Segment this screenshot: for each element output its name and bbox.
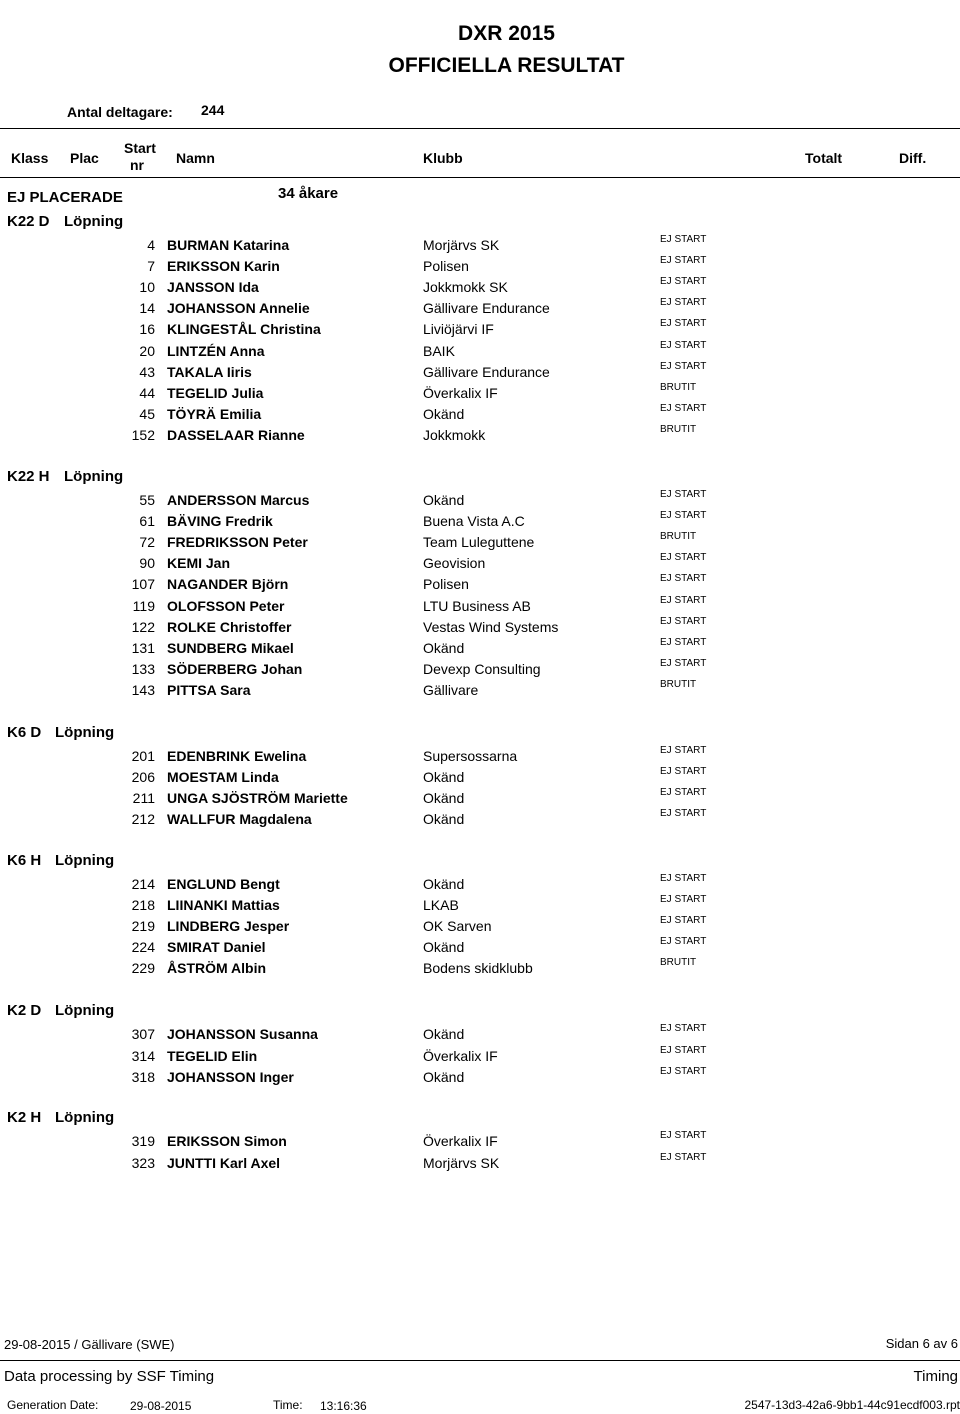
- status-badge: EJ START: [660, 360, 707, 372]
- footer-time-label: Time:: [273, 1398, 303, 1412]
- start-number: 107: [131, 576, 155, 593]
- athlete-name: ANDERSSON Marcus: [167, 492, 310, 508]
- athlete-name: DASSELAAR Rianne: [167, 426, 305, 443]
- result-row: [0, 936, 960, 960]
- start-number: 219: [131, 918, 155, 935]
- result-row: [0, 808, 960, 832]
- club-name: Okänd: [423, 790, 465, 807]
- section-class-label: K6 H: [7, 852, 42, 869]
- section-class-label: K6 D: [7, 724, 42, 741]
- header-bottom-rule: [0, 177, 960, 178]
- footer-page: Sidan 6 av 6: [885, 1336, 958, 1351]
- athlete-name: TAKALA Iiris: [167, 363, 252, 380]
- footer-file: [730, 1398, 960, 1412]
- status-badge: EJ START: [660, 339, 707, 351]
- result-row: [0, 339, 960, 364]
- athlete-name: NAGANDER Björn: [167, 576, 289, 593]
- club-name: Okänd: [423, 1069, 465, 1085]
- athlete-name: WALLFUR Magdalena: [167, 811, 312, 828]
- result-row: [0, 745, 960, 769]
- athlete-name: LIINANKI Mattias: [167, 897, 280, 914]
- result-row: [0, 402, 960, 427]
- start-number: 14: [139, 300, 155, 317]
- athlete-name: FREDRIKSSON Peter: [167, 534, 308, 551]
- start-number: 206: [131, 769, 155, 786]
- start-number: 119: [132, 597, 155, 614]
- section-discipline-label: Löpning: [64, 213, 124, 230]
- participants-count: 244: [201, 102, 225, 118]
- result-row: [0, 318, 960, 342]
- club-name: Jokkmokk: [423, 426, 486, 443]
- club-name: Okänd: [423, 811, 465, 828]
- status-badge: EJ START: [660, 510, 707, 522]
- status-badge: EJ START: [660, 234, 707, 245]
- col-klubb: Klubb: [423, 150, 463, 166]
- status-badge: EJ START: [660, 1130, 707, 1141]
- status-badge: BRUTIT: [660, 423, 697, 435]
- status-badge: EJ START: [660, 489, 707, 500]
- status-badge: EJ START: [660, 402, 707, 414]
- result-row: [0, 657, 960, 682]
- athlete-name: BÄVING Fredrik: [167, 513, 273, 530]
- club-name: Gällivare Endurance: [423, 363, 550, 380]
- result-row: [0, 894, 960, 918]
- start-number: 45: [139, 405, 155, 422]
- result-row: [0, 255, 960, 279]
- status-badge: EJ START: [660, 276, 707, 288]
- club-name: Supersossarna: [423, 748, 518, 764]
- athlete-name: KEMI Jan: [167, 555, 231, 572]
- club-name: Morjärvs SK: [423, 237, 500, 253]
- athlete-name: ÅSTRÖM Albin: [167, 960, 267, 977]
- result-row: [0, 510, 960, 534]
- col-totalt: Totalt: [805, 150, 843, 166]
- start-number: 4: [147, 237, 155, 253]
- status-badge: EJ START: [660, 594, 707, 606]
- status-badge: EJ START: [660, 297, 707, 309]
- club-name: Okänd: [423, 492, 465, 508]
- club-name: Okänd: [423, 769, 465, 786]
- section-discipline-label: Löpning: [55, 852, 115, 869]
- footer-time-value: 13:16:36: [320, 1399, 367, 1413]
- start-number: 229: [131, 960, 155, 977]
- athlete-name: KLINGESTÅL Christina: [167, 321, 321, 338]
- status-badge: EJ START: [660, 573, 707, 585]
- club-name: Geovision: [423, 555, 486, 572]
- footer-rule: [0, 1360, 960, 1361]
- athlete-name: TEGELID Julia: [167, 384, 264, 401]
- header-top-rule: [0, 128, 960, 129]
- club-name: Gällivare Endurance: [423, 300, 550, 317]
- status-badge: EJ START: [660, 255, 707, 267]
- club-name: LKAB: [423, 897, 459, 914]
- status-badge: EJ START: [660, 1044, 707, 1056]
- athlete-name: ERIKSSON Simon: [167, 1133, 287, 1149]
- start-number: 218: [131, 897, 155, 914]
- club-name: Buena Vista A.C: [423, 513, 525, 530]
- athlete-name: JUNTTI Karl Axel: [167, 1154, 281, 1171]
- club-name: Okänd: [423, 405, 465, 422]
- status-badge: EJ START: [660, 1023, 707, 1034]
- result-row: [0, 1023, 960, 1047]
- result-row: [0, 766, 960, 790]
- result-row: [0, 552, 960, 576]
- club-name: Vestas Wind Systems: [423, 618, 559, 635]
- result-row: [0, 636, 960, 661]
- status-badge: EJ START: [660, 1066, 707, 1077]
- section-class-label: K2 H: [7, 1109, 42, 1126]
- section-class-label: K22 H: [7, 468, 50, 485]
- start-number: 20: [139, 342, 155, 359]
- status-badge: EJ START: [660, 787, 707, 799]
- footer-gen-date: 29-08-2015: [130, 1399, 192, 1413]
- athlete-name: PITTSA Sara: [167, 681, 251, 698]
- athlete-name: JANSSON Ida: [167, 279, 259, 296]
- unplaced-label: EJ PLACERADE: [7, 189, 123, 206]
- club-name: Bodens skidklubb: [423, 960, 533, 977]
- result-row: [0, 615, 960, 640]
- status-badge: EJ START: [660, 915, 707, 927]
- start-number: 319: [131, 1133, 155, 1149]
- participants-label: Antal deltagare:: [67, 104, 173, 120]
- start-number: 16: [139, 321, 155, 338]
- result-row: [0, 1151, 960, 1176]
- start-number: 224: [131, 939, 155, 956]
- start-number: 212: [131, 811, 155, 828]
- athlete-name: JOHANSSON Inger: [167, 1069, 294, 1085]
- footer-file-text: 2547-13d3-42a6-9bb1-44c91ecdf003.rpt: [744, 1398, 960, 1412]
- start-number: 314: [131, 1047, 155, 1064]
- club-name: Överkalix IF: [423, 1047, 498, 1064]
- status-badge: EJ START: [660, 318, 707, 330]
- col-start: Start: [124, 140, 156, 156]
- start-number: 61: [139, 513, 155, 530]
- club-name: Devexp Consulting: [423, 660, 541, 677]
- section-discipline-label: Löpning: [64, 468, 124, 485]
- start-number: 323: [131, 1154, 155, 1171]
- club-name: Gällivare: [423, 681, 479, 698]
- col-plac: Plac: [70, 150, 99, 166]
- section-discipline-label: Löpning: [55, 724, 115, 741]
- start-number: 55: [139, 492, 155, 508]
- start-number: 152: [131, 426, 155, 443]
- result-row: [0, 787, 960, 811]
- result-row: [0, 297, 960, 321]
- section-class-label: K22 D: [7, 213, 50, 230]
- start-number: 201: [131, 748, 155, 764]
- status-badge: EJ START: [660, 873, 707, 884]
- club-name: OK Sarven: [423, 918, 492, 935]
- result-row: [0, 489, 960, 513]
- col-diff: Diff.: [899, 150, 927, 166]
- athlete-name: SMIRAT Daniel: [167, 939, 266, 956]
- athlete-name: UNGA SJÖSTRÖM Mariette: [167, 790, 348, 807]
- athlete-name: ROLKE Christoffer: [167, 618, 292, 635]
- start-number: 131: [131, 639, 155, 656]
- start-number: 7: [147, 258, 155, 275]
- status-badge: EJ START: [660, 808, 707, 820]
- club-name: Överkalix IF: [423, 384, 498, 401]
- status-badge: EJ START: [660, 936, 707, 948]
- unplaced-count: 34 åkare: [278, 185, 339, 202]
- athlete-name: SUNDBERG Mikael: [167, 639, 294, 656]
- status-badge: EJ START: [660, 1151, 707, 1163]
- result-row: [0, 276, 960, 300]
- club-name: Jokkmokk SK: [423, 279, 508, 296]
- athlete-name: TÖYRÄ Emilia: [167, 405, 262, 422]
- athlete-name: JOHANSSON Annelie: [167, 300, 310, 317]
- status-badge: BRUTIT: [660, 678, 697, 690]
- result-row: [0, 915, 960, 939]
- col-nr: nr: [130, 157, 144, 173]
- col-namn: Namn: [176, 150, 215, 166]
- athlete-name: EDENBRINK Ewelina: [167, 748, 307, 764]
- club-name: Okänd: [423, 939, 465, 956]
- athlete-name: ENGLUND Bengt: [167, 876, 280, 892]
- club-name: Okänd: [423, 876, 465, 892]
- result-row: [0, 1044, 960, 1069]
- start-number: 43: [139, 363, 155, 380]
- athlete-name: BURMAN Katarina: [167, 237, 290, 253]
- result-row: [0, 957, 960, 981]
- start-number: 10: [139, 279, 155, 296]
- col-klass: Klass: [11, 150, 49, 166]
- athlete-name: SÖDERBERG Johan: [167, 660, 303, 677]
- start-number: 133: [131, 660, 155, 677]
- status-badge: EJ START: [660, 894, 707, 906]
- document-subtitle: OFFICIELLA RESULTAT: [388, 54, 625, 77]
- start-number: 44: [139, 384, 155, 401]
- start-number: 211: [132, 790, 155, 807]
- section-discipline-label: Löpning: [55, 1109, 115, 1126]
- status-badge: BRUTIT: [660, 957, 697, 969]
- status-badge: EJ START: [660, 657, 707, 669]
- athlete-name: JOHANSSON Susanna: [167, 1026, 318, 1042]
- footer-processing: Data processing by SSF Timing: [4, 1368, 215, 1385]
- start-number: 318: [131, 1069, 155, 1085]
- start-number: 72: [139, 534, 155, 551]
- club-name: Liviöjärvi IF: [423, 321, 494, 338]
- result-row: [0, 873, 960, 897]
- athlete-name: OLOFSSON Peter: [167, 597, 285, 614]
- start-number: 143: [131, 681, 155, 698]
- athlete-name: LINDBERG Jesper: [167, 918, 290, 935]
- club-name: Team Luleguttene: [423, 534, 535, 551]
- result-row: [0, 1066, 960, 1090]
- start-number: 90: [139, 555, 155, 572]
- result-row: [0, 360, 960, 385]
- status-badge: BRUTIT: [660, 531, 697, 543]
- result-row: [0, 678, 960, 703]
- club-name: BAIK: [423, 342, 455, 359]
- start-number: 214: [131, 876, 155, 892]
- start-number: 122: [131, 618, 155, 635]
- result-row: [0, 423, 960, 448]
- athlete-name: ERIKSSON Karin: [167, 258, 280, 275]
- status-badge: EJ START: [660, 745, 707, 756]
- status-badge: EJ START: [660, 615, 707, 627]
- result-row: [0, 234, 960, 258]
- result-row: [0, 594, 960, 619]
- section-discipline-label: Löpning: [55, 1002, 115, 1019]
- club-name: LTU Business AB: [423, 597, 531, 614]
- result-row: [0, 573, 960, 597]
- result-row: [0, 381, 960, 406]
- footer-gen-label: Generation Date:: [7, 1398, 99, 1412]
- result-row: [0, 1130, 960, 1154]
- status-badge: BRUTIT: [660, 381, 697, 393]
- document-title: DXR 2015: [458, 22, 555, 45]
- footer-timing: Timing: [913, 1368, 958, 1385]
- result-row: [0, 531, 960, 555]
- club-name: Morjärvs SK: [423, 1154, 500, 1171]
- footer-date-place: 29-08-2015 / Gällivare (SWE): [4, 1337, 175, 1352]
- athlete-name: LINTZÉN Anna: [167, 342, 265, 359]
- club-name: Okänd: [423, 1026, 465, 1042]
- club-name: Polisen: [423, 258, 469, 275]
- club-name: Polisen: [423, 576, 469, 593]
- club-name: Okänd: [423, 639, 465, 656]
- section-class-label: K2 D: [7, 1002, 42, 1019]
- athlete-name: MOESTAM Linda: [167, 769, 279, 786]
- club-name: Överkalix IF: [423, 1133, 498, 1149]
- athlete-name: TEGELID Elin: [167, 1047, 258, 1064]
- status-badge: EJ START: [660, 636, 707, 648]
- status-badge: EJ START: [660, 766, 707, 778]
- status-badge: EJ START: [660, 552, 707, 564]
- start-number: 307: [131, 1026, 155, 1042]
